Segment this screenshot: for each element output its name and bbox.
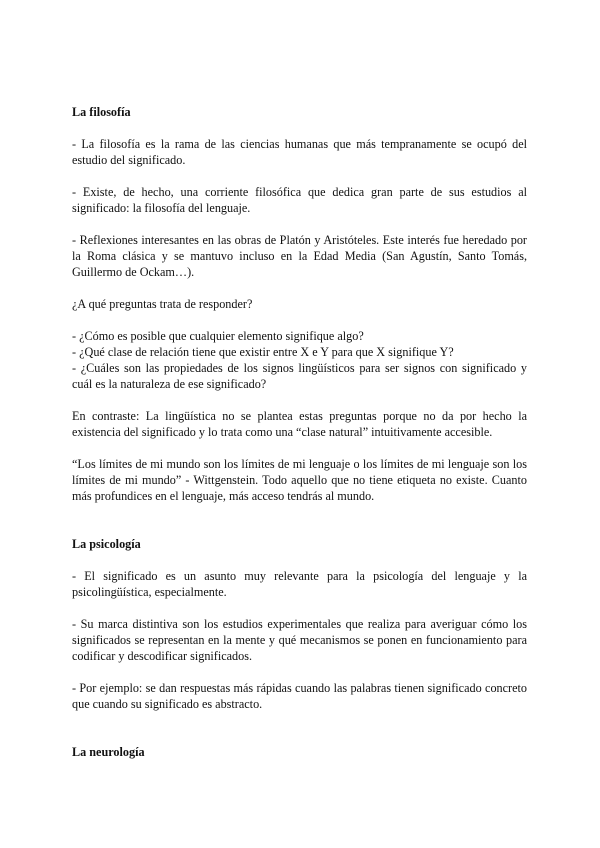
paragraph-filosofia-3: - Reflexiones interesantes en las obras de Platón y Aristóteles. Este interés fue heredado por la Roma clásica y se mantuvo incluso en la Edad Media (San Agustín, Santo Tomás, Guillermo de Ockam…).	[72, 233, 527, 279]
question-item-2: - ¿Qué clase de relación tiene que existir entre X e Y para que X signifique Y?	[72, 345, 454, 359]
paragraph-psicologia-2: - Su marca distintiva son los estudios experimentales que realiza para averiguar cómo los significados se representan en la mente y qué mecanismos se ponen en funcionamiento para codificar y descodificar significados.	[72, 617, 527, 663]
question-item-1: - ¿Cómo es posible que cualquier elemento signifique algo?	[72, 329, 364, 343]
paragraph-contrast: En contraste: La lingüística no se plantea estas preguntas porque no da por hecho la existencia del significado y lo trata como una “clase natural” intuitivamente accesible.	[72, 409, 527, 439]
paragraph-filosofia-1: - La filosofía es la rama de las ciencias humanas que más tempranamente se ocupó del estudio del significado.	[72, 137, 527, 167]
document-page	[72, 104, 527, 760]
question-item-3: - ¿Cuáles son las propiedades de los signos lingüísticos para ser signos con significado y cuál es la naturaleza de ese significado?	[72, 361, 527, 391]
paragraph-psicologia-1: - El significado es un asunto muy relevante para la psicología del lenguaje y la psicolingüística, especialmente.	[72, 569, 527, 599]
question-heading: ¿A qué preguntas trata de responder?	[72, 297, 253, 311]
heading-neurologia: La neurología	[72, 745, 145, 759]
paragraph-filosofia-2: - Existe, de hecho, una corriente filosófica que dedica gran parte de sus estudios al significado: la filosofía del lenguaje.	[72, 185, 527, 215]
paragraph-psicologia-3: - Por ejemplo: se dan respuestas más rápidas cuando las palabras tienen significado concreto que cuando su significado es abstracto.	[72, 681, 527, 711]
heading-psicologia: La psicología	[72, 537, 141, 551]
paragraph-quote: “Los límites de mi mundo son los límites de mi lenguaje o los límites de mi lenguaje son los límites de mi mundo” - Wittgenstein. Todo aquello que no tiene etiqueta no existe. Cuanto más profundices en el lenguaje, más acceso tendrás al mundo.	[72, 457, 527, 503]
heading-filosofia: La filosofía	[72, 105, 131, 119]
